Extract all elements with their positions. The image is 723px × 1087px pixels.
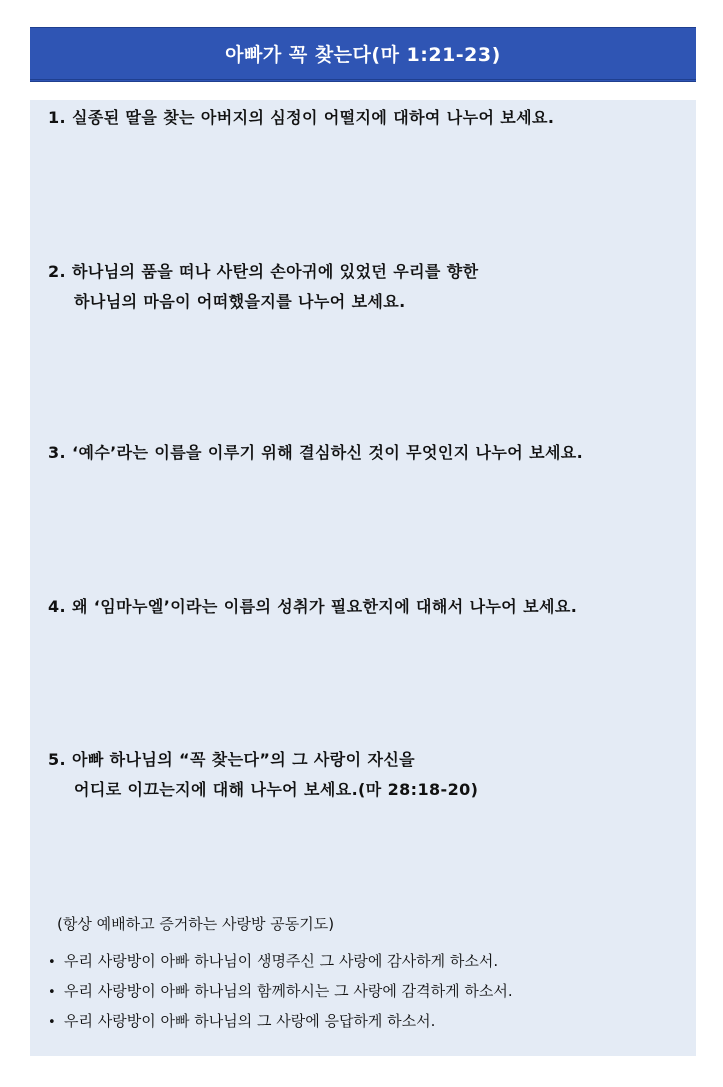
prayer-item (48, 977, 513, 1007)
bullet-icon: • (48, 955, 56, 970)
question-4 (48, 592, 688, 622)
question-2-text-continued: 하나님의 마음이 어떠했을지를 나누어 보세요. (74, 292, 406, 311)
title-banner (30, 27, 696, 82)
question-5-text-continued: 어디로 이끄는지에 대해 나누어 보세요.(마 28:18-20) (74, 780, 479, 799)
prayer-item-text: 우리 사랑방이 아빠 하나님의 함께하시는 그 사랑에 감격하게 하소서. (64, 982, 513, 1000)
worksheet-panel (30, 100, 696, 1056)
question-1-text: 1. 실종된 딸을 찾는 아버지의 심정이 어떨지에 대하여 나누어 보세요. (48, 108, 555, 127)
prayer-item-text: 우리 사랑방이 아빠 하나님의 그 사랑에 응답하게 하소서. (64, 1012, 436, 1030)
prayer-item-text: 우리 사랑방이 아빠 하나님이 생명주신 그 사랑에 감사하게 하소서. (64, 952, 499, 970)
question-2 (48, 257, 688, 317)
bullet-icon: • (48, 985, 56, 1000)
prayer-list (48, 947, 513, 1037)
question-3 (48, 438, 688, 468)
prayer-heading: (항상 예배하고 증거하는 사랑방 공동기도) (57, 915, 335, 933)
question-5 (48, 745, 688, 805)
prayer-item (48, 947, 513, 977)
question-1 (48, 103, 688, 133)
bullet-icon: • (48, 1015, 56, 1030)
page-title: 아빠가 꼭 찾는다(마 1:21-23) (225, 44, 501, 66)
question-4-text: 4. 왜 ‘임마누엘’이라는 이름의 성취가 필요한지에 대해서 나누어 보세요. (48, 597, 578, 616)
question-5-text: 5. 아빠 하나님의 “꼭 찾는다”의 그 사랑이 자신을 (48, 750, 416, 769)
question-2-text: 2. 하나님의 품을 떠나 사탄의 손아귀에 있었던 우리를 향한 (48, 262, 479, 281)
question-3-text: 3. ‘예수’라는 이름을 이루기 위해 결심하신 것이 무엇인지 나누어 보세요. (48, 443, 584, 462)
prayer-item (48, 1007, 513, 1037)
